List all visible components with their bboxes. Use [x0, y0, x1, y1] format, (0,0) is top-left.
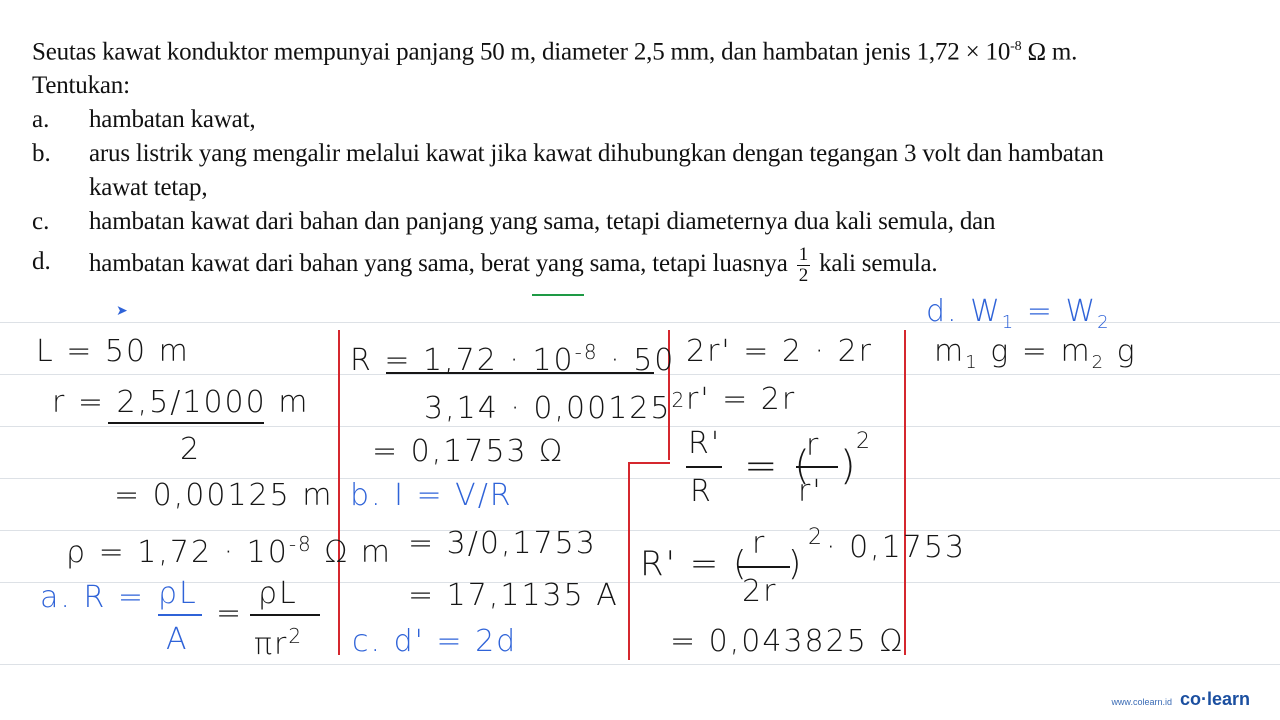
- ratio-eq: = (: [744, 443, 812, 489]
- column-divider: [628, 462, 630, 660]
- question-d: d. hambatan kawat dari bahan yang sama, berat yang sama, tetapi luasnya $\frac{1}{2}$ kali semula.: [32, 244, 938, 287]
- answer-b-result: = 17,1135 A: [408, 578, 619, 613]
- fraction-bar: [108, 422, 264, 424]
- problem-line-2: Tentukan:: [32, 72, 130, 100]
- cursor-icon: ➤: [116, 304, 128, 319]
- answer-a-num1: ρL: [158, 576, 198, 611]
- ruled-line: [0, 664, 1280, 665]
- problem-statement: [32, 30, 1262, 286]
- column-divider: [628, 462, 670, 464]
- radius-denominator: 2: [180, 432, 202, 467]
- fraction-bar: [386, 372, 654, 374]
- ratio-close: ): [840, 443, 858, 489]
- footer-site: www.colearn.id: [1111, 697, 1172, 707]
- new-resistance-label: R' = (: [640, 544, 749, 584]
- fraction-bar: [738, 566, 790, 568]
- new-resistance-close: ): [788, 544, 804, 584]
- mass-relation: $m_1$ $g = m_2$ g: [934, 334, 1137, 373]
- new-resistance-den: 2r: [742, 574, 778, 609]
- answer-c-label: c. d' = 2d: [352, 624, 518, 659]
- answer-a-den1: A: [166, 622, 189, 657]
- fraction-bar: [686, 466, 722, 468]
- answer-a-den2: $\pi r^2$: [254, 624, 304, 662]
- ratio-inner-den: r': [798, 474, 823, 509]
- ratio-exponent: 2: [856, 429, 872, 454]
- question-c: c. hambatan kawat dari bahan dan panjang yang sama, tetapi diameternya dua kali semula, dan: [32, 208, 996, 236]
- given-length: L = 50 m: [36, 334, 190, 369]
- resistance-denominator: $3,14 \cdot 0,00125^2$: [424, 388, 687, 426]
- brand-logo: co·learn: [1179, 689, 1250, 709]
- ratio-inner-num: r: [806, 428, 821, 463]
- answer-a-label: a. R =: [40, 580, 145, 615]
- highlight-underline: [532, 294, 584, 296]
- question-b: b. arus listrik yang mengalir melalui kawat jika kawat dihubungkan dengan tegangan 3 volt dan hambatan: [32, 140, 1104, 168]
- fraction-bar: [250, 614, 320, 616]
- answer-d-label: d. $W_1 = W_2$: [926, 294, 1111, 333]
- new-resistance-exponent: 2: [808, 525, 824, 550]
- answer-a-eq: =: [216, 596, 244, 631]
- resistance-result: = 0,1753 Ω: [372, 434, 565, 469]
- fraction-bar: [796, 466, 838, 468]
- problem-line-1: Seutas kawat konduktor mempunyai panjang 50 m, diameter 2,5 mm, dan hambatan jenis $1,72 \times 10^{-8}$ Ω m.: [32, 38, 1078, 66]
- radius-result: = 0,00125 m: [114, 478, 334, 513]
- ratio-denominator: R: [690, 474, 713, 509]
- new-resistance-num: r: [752, 526, 767, 561]
- fraction-bar: [158, 614, 202, 616]
- new-resistance-mult: · 0,1753: [826, 530, 967, 565]
- new-resistance-result: = 0,043825 Ω: [670, 624, 905, 659]
- ratio-numerator: R': [688, 426, 722, 461]
- given-resistivity: $\rho = 1,72 \cdot 10^{-8}$ Ω m: [66, 532, 393, 570]
- column-divider: [904, 330, 906, 655]
- question-a: a. hambatan kawat,: [32, 106, 256, 134]
- column-divider: [338, 330, 340, 655]
- footer-branding: [1111, 689, 1250, 710]
- diameter-relation: 2r' = 2 · 2r: [686, 334, 873, 369]
- given-radius: r = 2,5/1000 m: [52, 385, 310, 420]
- answer-b-step: = 3/0,1753: [408, 526, 597, 561]
- resistance-numerator: $R = 1,72 \cdot 10^{-8} \cdot 50$: [350, 340, 676, 378]
- radius-relation: r' = 2r: [686, 382, 797, 417]
- fraction-half: $\frac{1}{2}$: [798, 244, 808, 287]
- answer-a-num2: ρL: [258, 576, 298, 611]
- answer-b-label: b. I = V/R: [350, 478, 513, 513]
- question-b-continuation: kawat tetap,: [89, 174, 208, 202]
